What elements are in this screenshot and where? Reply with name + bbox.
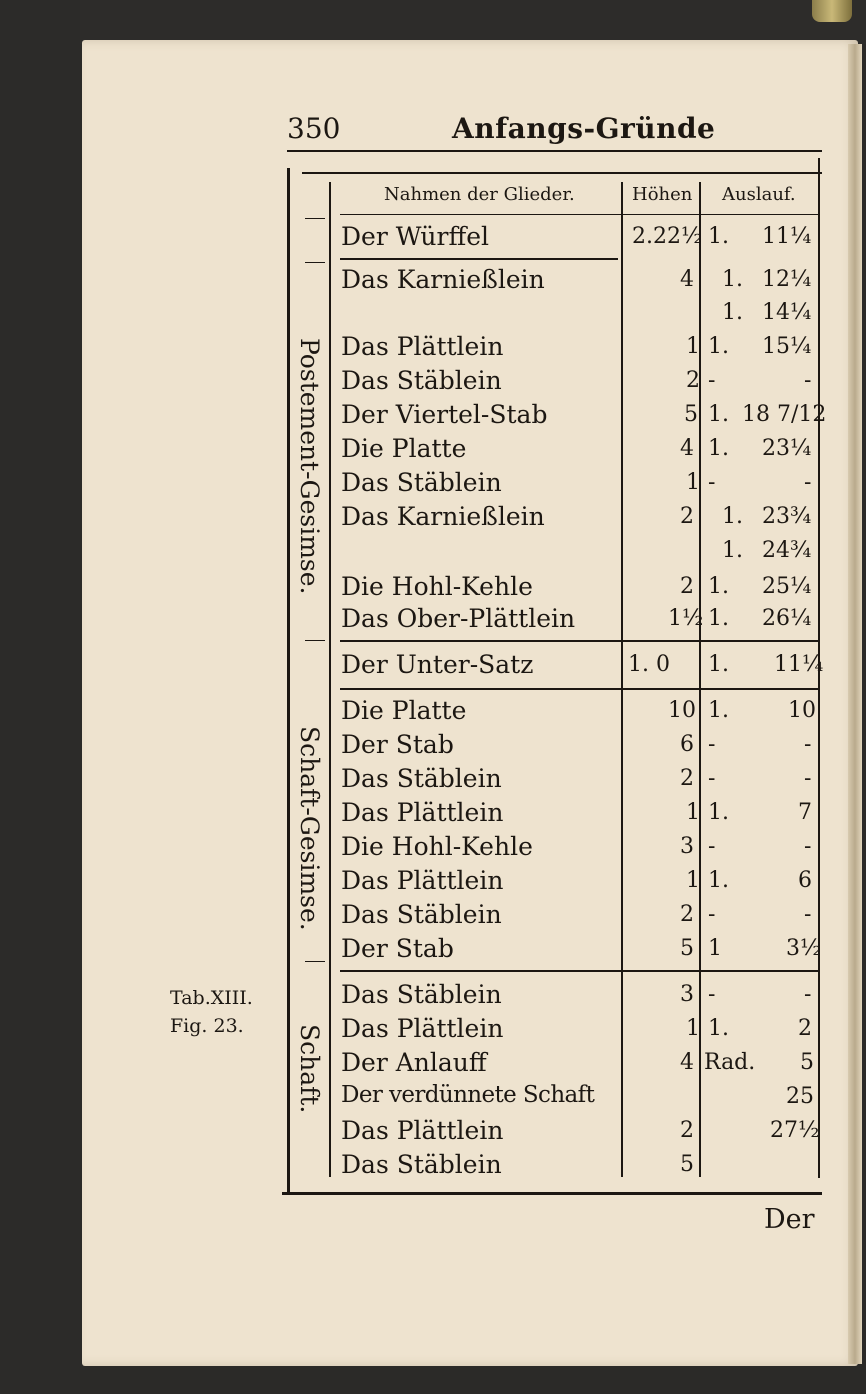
cell-projection-unit: - — [708, 982, 716, 1007]
cell-projection-unit: 1. — [722, 504, 743, 529]
cell-name: Das Stäblein — [341, 468, 502, 497]
cell-projection-unit: 1. — [708, 1016, 729, 1041]
running-title: Anfangs-Gründe — [452, 112, 716, 145]
cell-name: Der Anlauff — [341, 1048, 487, 1077]
cell-height: 2 — [686, 368, 700, 393]
cell-name: Das Stäblein — [341, 980, 502, 1009]
catchword: Der — [764, 1204, 815, 1235]
row-rule — [340, 258, 618, 260]
cell-projection-value: - — [804, 732, 812, 757]
row-rule — [340, 688, 818, 690]
page-edge — [848, 44, 862, 1364]
cell-projection-value: 25 — [786, 1084, 814, 1109]
cell-height: 2 — [680, 1118, 694, 1143]
cell-projection-value: 24¾ — [762, 538, 812, 563]
header-rule — [287, 150, 822, 152]
cell-projection-value: 15¼ — [762, 334, 812, 359]
cell-height: 6 — [680, 732, 694, 757]
background-top — [0, 0, 866, 44]
cell-projection-value: - — [804, 982, 812, 1007]
cell-height: 1 — [686, 334, 700, 359]
cell-height: 2 — [680, 902, 694, 927]
cell-name: Die Hohl-Kehle — [341, 572, 533, 601]
cell-projection-value: 23¾ — [762, 504, 812, 529]
group-rule — [305, 640, 325, 641]
cell-name: Das Karnießlein — [341, 265, 545, 294]
cell-projection-unit: 1. — [708, 334, 729, 359]
cell-projection-value: 3½ — [786, 936, 822, 961]
cell-projection-value: 26¼ — [762, 606, 812, 631]
cell-name: Der Unter-Satz — [341, 650, 534, 679]
cell-height: 3 — [680, 982, 694, 1007]
cell-projection-unit: - — [708, 368, 716, 393]
group-rule — [305, 961, 325, 962]
cell-projection-unit: 1. — [708, 652, 729, 677]
cell-name: Die Platte — [341, 434, 467, 463]
header-height: Höhen — [632, 184, 693, 205]
cell-name: Das Plättlein — [341, 332, 504, 361]
background-left — [0, 0, 80, 1394]
cell-name: Das Karnießlein — [341, 502, 545, 531]
row-rule — [340, 970, 818, 972]
cell-name: Der Viertel-Stab — [341, 400, 548, 429]
cell-projection-unit: - — [708, 766, 716, 791]
cell-projection-unit: 1 — [708, 936, 722, 961]
group-rule — [305, 218, 325, 219]
cell-height: 1 — [686, 1016, 700, 1041]
cell-name: Der Würffel — [341, 222, 490, 251]
cell-projection-value: - — [804, 902, 812, 927]
cell-name: Das Stäblein — [341, 900, 502, 929]
cell-projection-unit: - — [708, 834, 716, 859]
group-column-divider — [329, 182, 331, 1177]
name-column-divider — [621, 182, 623, 1177]
cell-projection-value: - — [804, 766, 812, 791]
bookmark-ribbon — [812, 0, 852, 22]
cell-projection-value: 12¼ — [762, 267, 812, 292]
cell-name: Das Plättlein — [341, 866, 504, 895]
cell-height: 1 — [686, 470, 700, 495]
cell-projection-value: 11¼ — [762, 224, 812, 249]
cell-name: Das Stäblein — [341, 764, 502, 793]
cell-projection-value: 11¼ — [774, 652, 824, 677]
cell-projection-unit: Rad. — [704, 1050, 756, 1075]
cell-projection-value: - — [804, 470, 812, 495]
cell-projection-unit: 1. — [708, 800, 729, 825]
cell-name: Die Hohl-Kehle — [341, 832, 533, 861]
cell-projection-value: 18 7/12 — [742, 402, 827, 427]
cell-name: Das Plättlein — [341, 798, 504, 827]
cell-projection-unit: 1. — [708, 606, 729, 631]
group-label-shaft-cornice: Schaft-Gesimse. — [295, 726, 324, 931]
page-number: 350 — [287, 112, 341, 145]
cell-projection-unit: - — [708, 470, 716, 495]
cell-name: Der Stab — [341, 934, 454, 963]
cell-projection-value: 2 — [798, 1016, 812, 1041]
cell-projection-unit: 1. — [722, 538, 743, 563]
cell-projection-unit: - — [708, 902, 716, 927]
cell-name: Die Platte — [341, 696, 467, 725]
table-left-border — [287, 168, 290, 1194]
cell-projection-value: 23¼ — [762, 436, 812, 461]
cell-name: Der Stab — [341, 730, 454, 759]
cell-name: Der verdünnete Schaft — [341, 1082, 595, 1108]
cell-projection-unit: 1. — [722, 300, 743, 325]
cell-height: 1 — [686, 868, 700, 893]
cell-height: 4 — [680, 436, 694, 461]
cell-projection-value: 7 — [798, 800, 812, 825]
cell-name: Das Ober-Plättlein — [341, 604, 576, 633]
header-underline — [340, 214, 818, 215]
cell-name: Das Plättlein — [341, 1014, 504, 1043]
cell-projection-unit: 1. — [708, 868, 729, 893]
cell-projection-value: - — [804, 368, 812, 393]
cell-projection-value: 27½ — [770, 1118, 820, 1143]
cell-height: 5 — [680, 1152, 694, 1177]
group-label-shaft: Schaft. — [295, 1024, 324, 1114]
cell-name: Das Stäblein — [341, 1150, 502, 1179]
cell-projection-value: 6 — [798, 868, 812, 893]
cell-projection-unit: 1. — [708, 436, 729, 461]
cell-name: Das Plättlein — [341, 1116, 504, 1145]
group-rule — [305, 262, 325, 263]
cell-projection-unit: 1. — [708, 574, 729, 599]
cell-height: 2 — [680, 504, 694, 529]
cell-height: 5 — [684, 402, 698, 427]
cell-height: 3 — [680, 834, 694, 859]
cell-projection-value: 14¼ — [762, 300, 812, 325]
table-bottom-rule — [282, 1192, 822, 1195]
table-top-rule — [302, 172, 822, 174]
cell-projection-unit: - — [708, 732, 716, 757]
header-projection: Auslauf. — [722, 184, 796, 205]
cell-height: 10 — [668, 698, 696, 723]
margin-note-tab: Tab.XIII. — [170, 987, 253, 1009]
group-label-postement: Postement-Gesimse. — [295, 338, 324, 595]
cell-height: 4 — [680, 267, 694, 292]
margin-note — [170, 984, 253, 1040]
cell-projection-unit: 1. — [708, 698, 729, 723]
cell-height: 2 — [680, 766, 694, 791]
cell-height: 2 — [680, 574, 694, 599]
cell-height: 2.22½ — [632, 224, 703, 249]
cell-projection-unit: 1. — [708, 402, 729, 427]
cell-height: 1 — [686, 800, 700, 825]
cell-projection-unit: 1. — [722, 267, 743, 292]
cell-height: 1½ — [668, 606, 704, 631]
cell-projection-value: 25¼ — [762, 574, 812, 599]
row-rule — [340, 640, 818, 642]
cell-projection-unit: 1. — [708, 224, 729, 249]
cell-projection-value: 10 — [788, 698, 816, 723]
cell-name: Das Stäblein — [341, 366, 502, 395]
margin-note-fig: Fig. 23. — [170, 1015, 244, 1037]
cell-height: 1. 0 — [628, 652, 670, 677]
header-name: Nahmen der Glieder. — [384, 184, 575, 205]
cell-height: 5 — [680, 936, 694, 961]
cell-projection-value: 5 — [800, 1050, 814, 1075]
cell-height: 4 — [680, 1050, 694, 1075]
cell-projection-value: - — [804, 834, 812, 859]
